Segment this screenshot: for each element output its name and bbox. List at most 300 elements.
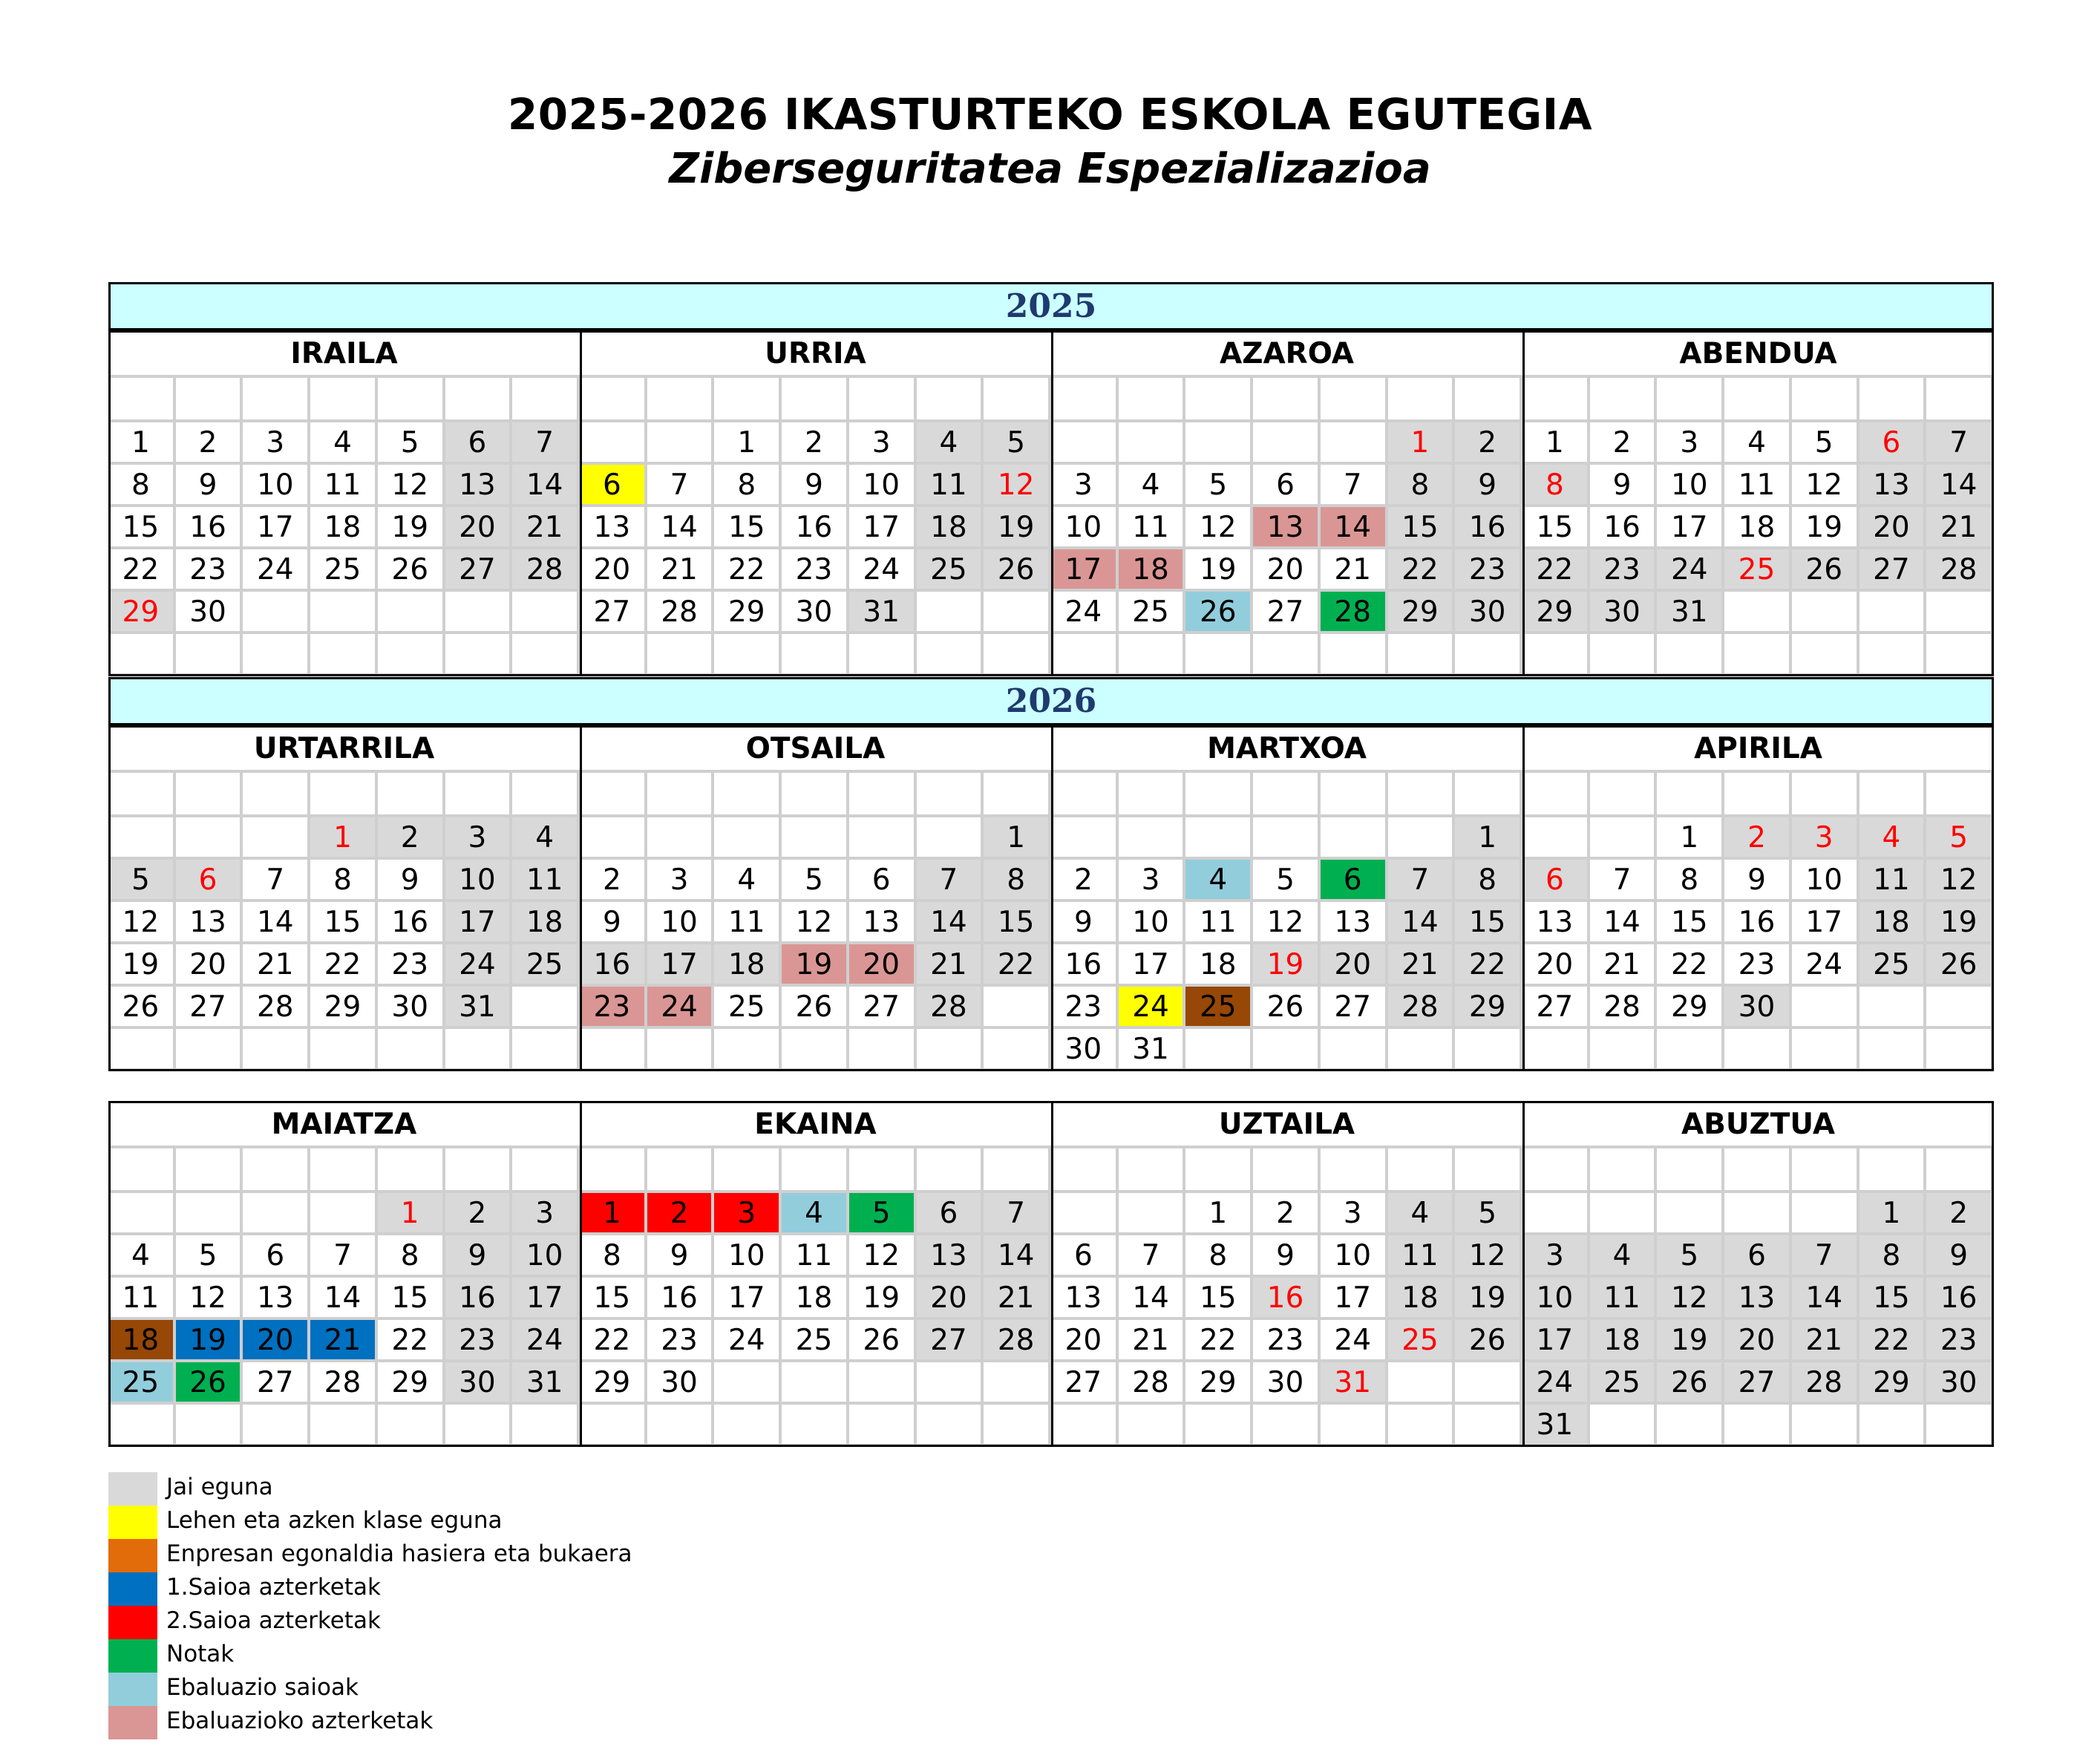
empty-day-cell bbox=[1119, 1193, 1186, 1235]
weekday-header-cell bbox=[1119, 773, 1186, 817]
day-cell: 21 bbox=[917, 944, 984, 987]
legend-label: Enpresan egonaldia hasiera eta bukaera bbox=[166, 1540, 632, 1567]
day-cell: 31 bbox=[1321, 1362, 1388, 1405]
day-cell: 8 bbox=[1388, 465, 1456, 507]
day-cell: 12 bbox=[1455, 1235, 1522, 1278]
empty-day-cell bbox=[714, 1029, 782, 1071]
day-cell: 19 bbox=[782, 944, 849, 987]
day-cell: 24 bbox=[1657, 549, 1724, 592]
month-divider bbox=[1051, 330, 1053, 676]
empty-day-cell bbox=[108, 817, 176, 860]
day-cell: 15 bbox=[1388, 507, 1456, 549]
empty-day-cell bbox=[1051, 1405, 1119, 1447]
day-cell: 19 bbox=[1253, 944, 1321, 987]
legend-label: 1.Saioa azterketak bbox=[166, 1574, 381, 1601]
day-cell: 24 bbox=[243, 549, 310, 592]
weekday-header-cell bbox=[1657, 378, 1724, 422]
day-cell: 5 bbox=[1926, 817, 1994, 860]
day-cell: 18 bbox=[108, 1320, 176, 1362]
day-cell: 15 bbox=[1522, 507, 1590, 549]
day-cell: 17 bbox=[1792, 902, 1859, 944]
day-cell: 13 bbox=[1724, 1278, 1792, 1320]
day-cell: 24 bbox=[1321, 1320, 1388, 1362]
weekday-header-cell bbox=[243, 1148, 310, 1193]
day-cell: 17 bbox=[243, 507, 310, 549]
day-cell: 19 bbox=[849, 1278, 917, 1320]
day-cell: 23 bbox=[445, 1320, 513, 1362]
day-cell: 9 bbox=[1724, 860, 1792, 902]
day-cell: 25 bbox=[1185, 987, 1253, 1029]
day-cell: 18 bbox=[310, 507, 378, 549]
day-cell: 9 bbox=[378, 860, 445, 902]
day-cell: 24 bbox=[1522, 1362, 1590, 1405]
month-name-ekaina: EKAINA bbox=[580, 1101, 1051, 1148]
empty-day-cell bbox=[1657, 634, 1724, 676]
block-bottom-rule bbox=[108, 1069, 1994, 1071]
day-cell: 4 bbox=[310, 422, 378, 465]
empty-day-cell bbox=[108, 1029, 176, 1071]
empty-day-cell bbox=[445, 634, 513, 676]
day-cell: 30 bbox=[782, 592, 849, 634]
day-cell: 7 bbox=[1119, 1235, 1186, 1278]
legend-item-saioa1 bbox=[108, 1572, 702, 1606]
empty-day-cell bbox=[1051, 422, 1119, 465]
month-divider bbox=[1992, 330, 1994, 676]
day-cell: 23 bbox=[1926, 1320, 1994, 1362]
day-cell: 3 bbox=[1119, 860, 1186, 902]
day-cell: 30 bbox=[1590, 592, 1658, 634]
day-cell: 6 bbox=[917, 1193, 984, 1235]
legend-item-lehen_azken bbox=[108, 1506, 702, 1539]
day-cell: 10 bbox=[714, 1235, 782, 1278]
day-cell: 17 bbox=[647, 944, 715, 987]
empty-day-cell bbox=[243, 1405, 310, 1447]
day-cell: 2 bbox=[1926, 1193, 1994, 1235]
day-cell: 26 bbox=[1657, 1362, 1724, 1405]
day-cell: 14 bbox=[512, 465, 580, 507]
day-cell: 28 bbox=[1590, 987, 1658, 1029]
empty-day-cell bbox=[378, 1029, 445, 1071]
empty-day-cell bbox=[1253, 1029, 1321, 1071]
empty-day-cell bbox=[512, 634, 580, 676]
day-cell: 21 bbox=[1590, 944, 1658, 987]
empty-day-cell bbox=[1590, 1405, 1658, 1447]
day-cell: 12 bbox=[1253, 902, 1321, 944]
day-cell: 8 bbox=[1185, 1235, 1253, 1278]
weekday-header-cell bbox=[1926, 773, 1994, 817]
empty-day-cell bbox=[1321, 1029, 1388, 1071]
day-cell: 12 bbox=[1926, 860, 1994, 902]
empty-day-cell bbox=[378, 592, 445, 634]
weekday-header-cell bbox=[1792, 378, 1859, 422]
empty-day-cell bbox=[1859, 592, 1927, 634]
empty-day-cell bbox=[243, 1193, 310, 1235]
day-cell: 27 bbox=[176, 987, 243, 1029]
legend-item-notak bbox=[108, 1639, 702, 1673]
empty-day-cell bbox=[243, 634, 310, 676]
day-cell: 13 bbox=[849, 902, 917, 944]
empty-day-cell bbox=[1590, 817, 1658, 860]
day-cell: 5 bbox=[1185, 465, 1253, 507]
empty-day-cell bbox=[1119, 817, 1186, 860]
day-cell: 9 bbox=[1926, 1235, 1994, 1278]
day-cell: 14 bbox=[1119, 1278, 1186, 1320]
day-cell: 4 bbox=[1119, 465, 1186, 507]
day-cell: 27 bbox=[917, 1320, 984, 1362]
day-cell: 8 bbox=[580, 1235, 647, 1278]
empty-day-cell bbox=[580, 422, 647, 465]
day-cell: 13 bbox=[1859, 465, 1927, 507]
weekday-header-cell bbox=[108, 1148, 176, 1193]
day-cell: 9 bbox=[1051, 902, 1119, 944]
day-cell: 14 bbox=[1792, 1278, 1859, 1320]
empty-day-cell bbox=[1119, 1405, 1186, 1447]
empty-day-cell bbox=[1657, 1405, 1724, 1447]
empty-day-cell bbox=[1185, 422, 1253, 465]
day-cell: 14 bbox=[310, 1278, 378, 1320]
legend-label: Jai eguna bbox=[166, 1474, 273, 1500]
day-cell: 28 bbox=[1321, 592, 1388, 634]
weekday-header-cell bbox=[1253, 378, 1321, 422]
day-cell: 12 bbox=[378, 465, 445, 507]
day-cell: 21 bbox=[310, 1320, 378, 1362]
day-cell: 21 bbox=[1321, 549, 1388, 592]
day-cell: 29 bbox=[1859, 1362, 1927, 1405]
month-divider bbox=[1051, 1101, 1053, 1447]
weekday-header-cell bbox=[1522, 1148, 1590, 1193]
day-cell: 22 bbox=[714, 549, 782, 592]
day-cell: 30 bbox=[1051, 1029, 1119, 1071]
day-cell: 30 bbox=[378, 987, 445, 1029]
weekday-header-cell bbox=[378, 1148, 445, 1193]
empty-day-cell bbox=[243, 592, 310, 634]
day-cell: 7 bbox=[1321, 465, 1388, 507]
day-cell: 19 bbox=[984, 507, 1051, 549]
month-divider bbox=[1992, 725, 1994, 1071]
empty-day-cell bbox=[1051, 817, 1119, 860]
empty-day-cell bbox=[984, 987, 1051, 1029]
day-cell: 23 bbox=[176, 549, 243, 592]
month-divider bbox=[1522, 725, 1525, 1071]
day-cell: 20 bbox=[1522, 944, 1590, 987]
block-top-rule bbox=[108, 1101, 1994, 1103]
day-cell: 3 bbox=[714, 1193, 782, 1235]
weekday-header-cell bbox=[1051, 1148, 1119, 1193]
day-cell: 8 bbox=[984, 860, 1051, 902]
empty-day-cell bbox=[580, 817, 647, 860]
empty-day-cell bbox=[1253, 817, 1321, 860]
day-cell: 9 bbox=[176, 465, 243, 507]
legend-swatch bbox=[108, 1472, 157, 1506]
day-cell: 1 bbox=[714, 422, 782, 465]
day-cell: 28 bbox=[512, 549, 580, 592]
empty-day-cell bbox=[580, 1405, 647, 1447]
day-cell: 8 bbox=[108, 465, 176, 507]
day-cell: 13 bbox=[1522, 902, 1590, 944]
empty-day-cell bbox=[1253, 422, 1321, 465]
day-cell: 8 bbox=[1522, 465, 1590, 507]
legend-label: Notak bbox=[166, 1641, 235, 1667]
day-cell: 23 bbox=[580, 987, 647, 1029]
empty-day-cell bbox=[378, 634, 445, 676]
day-cell: 11 bbox=[108, 1278, 176, 1320]
empty-day-cell bbox=[1119, 422, 1186, 465]
empty-day-cell bbox=[580, 1029, 647, 1071]
month-name-martxoa: MARTXOA bbox=[1051, 725, 1522, 773]
day-cell: 20 bbox=[1321, 944, 1388, 987]
empty-day-cell bbox=[1388, 1029, 1456, 1071]
day-cell: 13 bbox=[243, 1278, 310, 1320]
day-cell: 10 bbox=[1657, 465, 1724, 507]
weekday-header-cell bbox=[176, 1148, 243, 1193]
empty-day-cell bbox=[310, 1405, 378, 1447]
day-cell: 13 bbox=[176, 902, 243, 944]
day-cell: 10 bbox=[1119, 902, 1186, 944]
day-cell: 18 bbox=[1590, 1320, 1658, 1362]
empty-day-cell bbox=[917, 1029, 984, 1071]
weekday-header-cell bbox=[1388, 773, 1456, 817]
day-cell: 3 bbox=[849, 422, 917, 465]
day-cell: 18 bbox=[512, 902, 580, 944]
empty-day-cell bbox=[647, 422, 715, 465]
day-cell: 28 bbox=[1119, 1362, 1186, 1405]
empty-day-cell bbox=[782, 1029, 849, 1071]
empty-day-cell bbox=[1724, 1029, 1792, 1071]
day-cell: 28 bbox=[647, 592, 715, 634]
day-cell: 6 bbox=[1051, 1235, 1119, 1278]
day-cell: 31 bbox=[1657, 592, 1724, 634]
empty-day-cell bbox=[1455, 1405, 1522, 1447]
day-cell: 2 bbox=[1455, 422, 1522, 465]
empty-day-cell bbox=[1724, 592, 1792, 634]
day-cell: 18 bbox=[917, 507, 984, 549]
month-name-iraila: IRAILA bbox=[108, 330, 580, 378]
day-cell: 28 bbox=[1388, 987, 1456, 1029]
empty-day-cell bbox=[1051, 634, 1119, 676]
day-cell: 26 bbox=[782, 987, 849, 1029]
day-cell: 10 bbox=[512, 1235, 580, 1278]
weekday-header-cell bbox=[1253, 1148, 1321, 1193]
day-cell: 23 bbox=[378, 944, 445, 987]
day-cell: 31 bbox=[1522, 1405, 1590, 1447]
day-cell: 23 bbox=[782, 549, 849, 592]
day-cell: 3 bbox=[647, 860, 715, 902]
day-cell: 6 bbox=[243, 1235, 310, 1278]
weekday-header-cell bbox=[1657, 773, 1724, 817]
day-cell: 22 bbox=[1859, 1320, 1927, 1362]
day-cell: 24 bbox=[1119, 987, 1186, 1029]
weekday-header-cell bbox=[310, 773, 378, 817]
empty-day-cell bbox=[647, 1029, 715, 1071]
empty-day-cell bbox=[1185, 634, 1253, 676]
day-cell: 14 bbox=[1926, 465, 1994, 507]
day-cell: 22 bbox=[310, 944, 378, 987]
day-cell: 17 bbox=[1119, 944, 1186, 987]
day-cell: 11 bbox=[1859, 860, 1927, 902]
empty-day-cell bbox=[512, 1029, 580, 1071]
day-cell: 17 bbox=[1051, 549, 1119, 592]
day-cell: 27 bbox=[1522, 987, 1590, 1029]
empty-day-cell bbox=[512, 987, 580, 1029]
day-cell: 20 bbox=[849, 944, 917, 987]
day-cell: 26 bbox=[984, 549, 1051, 592]
day-cell: 19 bbox=[1455, 1278, 1522, 1320]
day-cell: 16 bbox=[782, 507, 849, 549]
empty-day-cell bbox=[1657, 1029, 1724, 1071]
day-cell: 15 bbox=[984, 902, 1051, 944]
empty-day-cell bbox=[647, 634, 715, 676]
legend-item-ebal_saio bbox=[108, 1673, 702, 1706]
day-cell: 26 bbox=[176, 1362, 243, 1405]
day-cell: 20 bbox=[176, 944, 243, 987]
day-cell: 22 bbox=[1455, 944, 1522, 987]
day-cell: 2 bbox=[1051, 860, 1119, 902]
day-cell: 29 bbox=[1185, 1362, 1253, 1405]
empty-day-cell bbox=[176, 817, 243, 860]
day-cell: 30 bbox=[1253, 1362, 1321, 1405]
day-cell: 28 bbox=[1926, 549, 1994, 592]
weekday-header-cell bbox=[445, 378, 513, 422]
weekday-header-cell bbox=[1590, 773, 1658, 817]
day-cell: 1 bbox=[580, 1193, 647, 1235]
day-cell: 17 bbox=[512, 1278, 580, 1320]
weekday-header-cell bbox=[580, 1148, 647, 1193]
empty-day-cell bbox=[849, 817, 917, 860]
day-cell: 26 bbox=[1185, 592, 1253, 634]
day-cell: 6 bbox=[1859, 422, 1927, 465]
empty-day-cell bbox=[243, 817, 310, 860]
day-cell: 26 bbox=[1792, 549, 1859, 592]
day-cell: 31 bbox=[849, 592, 917, 634]
day-cell: 15 bbox=[1859, 1278, 1927, 1320]
empty-day-cell bbox=[1724, 1405, 1792, 1447]
legend-item-enpresan_leg bbox=[108, 1539, 702, 1572]
day-cell: 25 bbox=[310, 549, 378, 592]
day-cell: 6 bbox=[1321, 860, 1388, 902]
page-subtitle: Ziberseguritatea Espezializazioa bbox=[669, 145, 1431, 193]
day-cell: 13 bbox=[917, 1235, 984, 1278]
day-cell: 15 bbox=[1185, 1278, 1253, 1320]
day-cell: 12 bbox=[108, 902, 176, 944]
empty-day-cell bbox=[1185, 1405, 1253, 1447]
day-cell: 20 bbox=[445, 507, 513, 549]
day-cell: 10 bbox=[849, 465, 917, 507]
empty-day-cell bbox=[1388, 1362, 1456, 1405]
empty-day-cell bbox=[1321, 634, 1388, 676]
page-title: 2025-2026 IKASTURTEKO ESKOLA EGUTEGIA bbox=[507, 89, 1593, 140]
month-name-apirila: APIRILA bbox=[1522, 725, 1994, 773]
day-cell: 8 bbox=[310, 860, 378, 902]
empty-day-cell bbox=[310, 1029, 378, 1071]
weekday-header-cell bbox=[647, 378, 715, 422]
empty-day-cell bbox=[1590, 1193, 1658, 1235]
empty-day-cell bbox=[1388, 817, 1456, 860]
day-cell: 23 bbox=[1253, 1320, 1321, 1362]
day-cell: 29 bbox=[1657, 987, 1724, 1029]
day-cell: 20 bbox=[243, 1320, 310, 1362]
day-cell: 7 bbox=[1388, 860, 1456, 902]
day-cell: 6 bbox=[1724, 1235, 1792, 1278]
day-cell: 14 bbox=[1388, 902, 1456, 944]
day-cell: 9 bbox=[1253, 1235, 1321, 1278]
day-cell: 29 bbox=[1455, 987, 1522, 1029]
weekday-header-cell bbox=[1455, 1148, 1522, 1193]
day-cell: 1 bbox=[108, 422, 176, 465]
day-cell: 18 bbox=[1724, 507, 1792, 549]
day-cell: 3 bbox=[445, 817, 513, 860]
day-cell: 23 bbox=[1724, 944, 1792, 987]
empty-day-cell bbox=[445, 1029, 513, 1071]
empty-day-cell bbox=[1590, 1029, 1658, 1071]
day-cell: 5 bbox=[1792, 422, 1859, 465]
day-cell: 16 bbox=[445, 1278, 513, 1320]
day-cell: 12 bbox=[984, 465, 1051, 507]
empty-day-cell bbox=[445, 592, 513, 634]
legend-swatch bbox=[108, 1673, 157, 1706]
day-cell: 29 bbox=[108, 592, 176, 634]
day-cell: 1 bbox=[378, 1193, 445, 1235]
day-cell: 15 bbox=[1657, 902, 1724, 944]
day-cell: 22 bbox=[580, 1320, 647, 1362]
day-cell: 11 bbox=[1724, 465, 1792, 507]
day-cell: 18 bbox=[1388, 1278, 1456, 1320]
day-cell: 2 bbox=[378, 817, 445, 860]
day-cell: 20 bbox=[1859, 507, 1927, 549]
weekday-header-cell bbox=[1926, 1148, 1994, 1193]
day-cell: 14 bbox=[917, 902, 984, 944]
weekday-header-cell bbox=[1185, 773, 1253, 817]
empty-day-cell bbox=[1388, 634, 1456, 676]
day-cell: 15 bbox=[1455, 902, 1522, 944]
day-cell: 19 bbox=[1657, 1320, 1724, 1362]
legend-swatch bbox=[108, 1706, 157, 1739]
day-cell: 27 bbox=[1321, 987, 1388, 1029]
day-cell: 26 bbox=[1253, 987, 1321, 1029]
day-cell: 18 bbox=[1185, 944, 1253, 987]
empty-day-cell bbox=[1859, 987, 1927, 1029]
day-cell: 7 bbox=[310, 1235, 378, 1278]
day-cell: 11 bbox=[512, 860, 580, 902]
day-cell: 4 bbox=[512, 817, 580, 860]
empty-day-cell bbox=[849, 1029, 917, 1071]
day-cell: 3 bbox=[1051, 465, 1119, 507]
day-cell: 15 bbox=[108, 507, 176, 549]
weekday-header-cell bbox=[849, 1148, 917, 1193]
empty-day-cell bbox=[310, 592, 378, 634]
day-cell: 25 bbox=[1859, 944, 1927, 987]
day-cell: 29 bbox=[580, 1362, 647, 1405]
day-cell: 15 bbox=[714, 507, 782, 549]
empty-day-cell bbox=[1185, 1029, 1253, 1071]
day-cell: 12 bbox=[782, 902, 849, 944]
empty-day-cell bbox=[1926, 987, 1994, 1029]
day-cell: 16 bbox=[1253, 1278, 1321, 1320]
weekday-header-cell bbox=[849, 378, 917, 422]
empty-day-cell bbox=[1522, 1193, 1590, 1235]
empty-day-cell bbox=[1253, 634, 1321, 676]
day-cell: 13 bbox=[580, 507, 647, 549]
legend-swatch bbox=[108, 1506, 157, 1539]
empty-day-cell bbox=[917, 1405, 984, 1447]
day-cell: 12 bbox=[1657, 1278, 1724, 1320]
empty-day-cell bbox=[1859, 1405, 1927, 1447]
day-cell: 10 bbox=[1051, 507, 1119, 549]
day-cell: 13 bbox=[1051, 1278, 1119, 1320]
empty-day-cell bbox=[1926, 1029, 1994, 1071]
weekday-header-cell bbox=[849, 773, 917, 817]
legend-label: Lehen eta azken klase eguna bbox=[166, 1507, 503, 1534]
day-cell: 9 bbox=[1590, 465, 1658, 507]
